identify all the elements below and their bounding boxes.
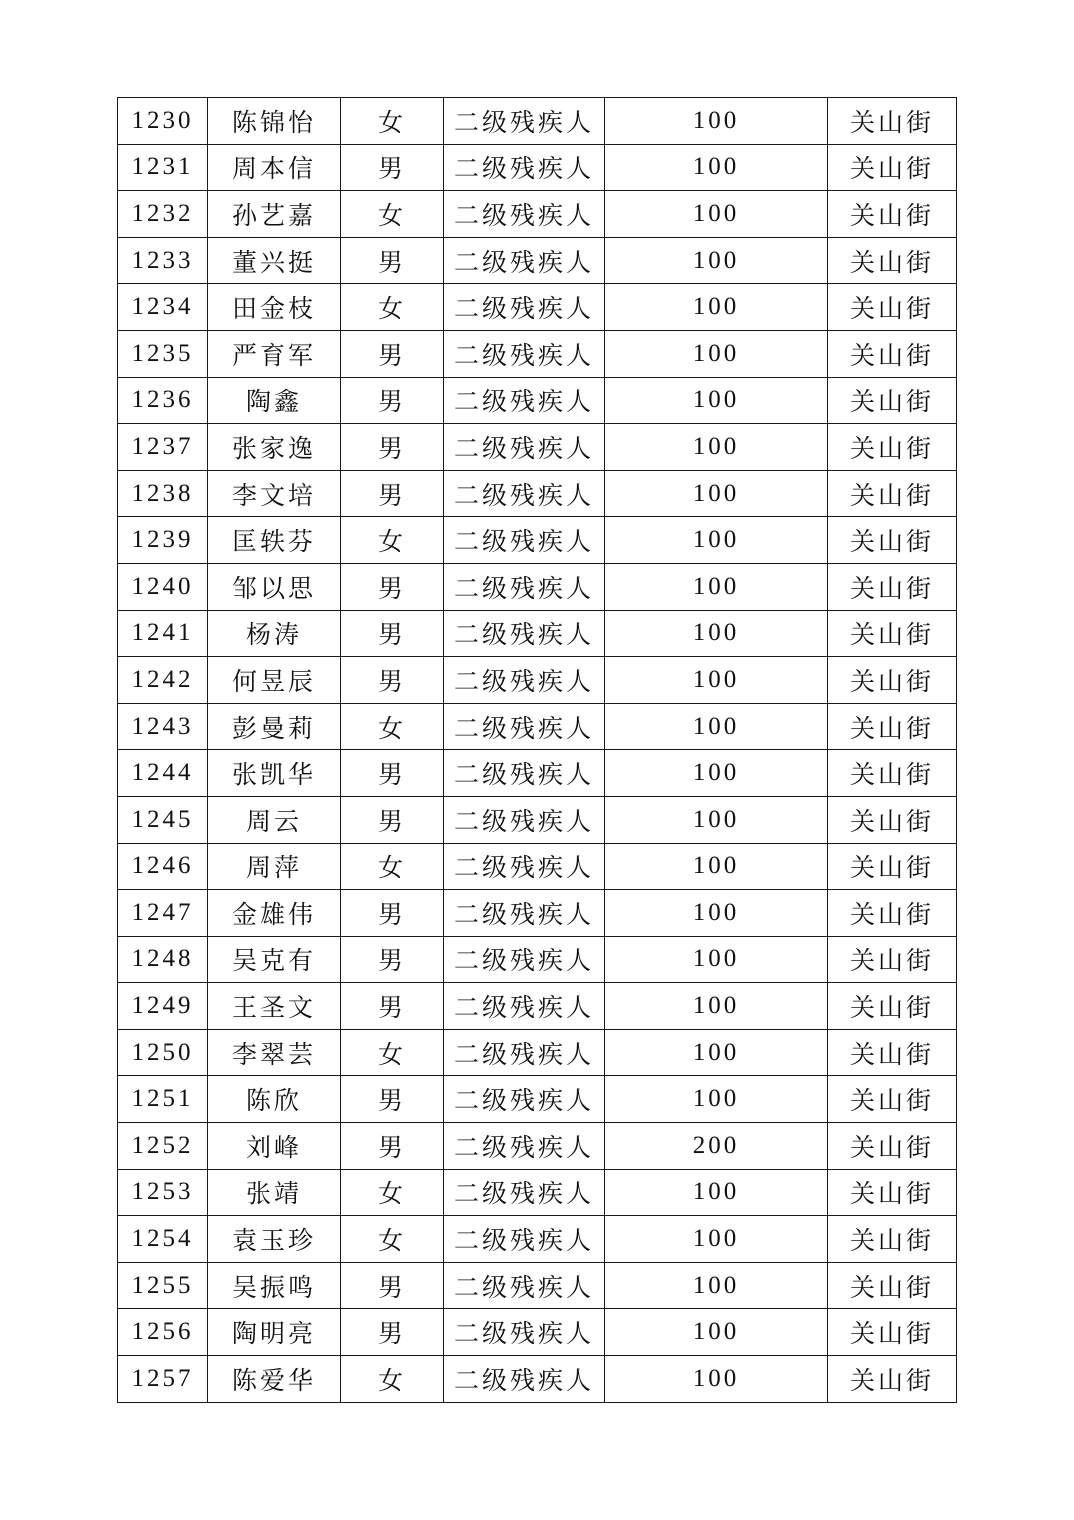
row-street-cell: 关山街 — [828, 98, 957, 145]
table-row — [118, 1169, 957, 1216]
row-name-cell: 董兴挺 — [208, 237, 341, 284]
row-id-cell: 1243 — [118, 703, 208, 750]
row-amount-cell: 100 — [605, 750, 828, 797]
row-id-cell: 1255 — [118, 1262, 208, 1309]
row-category-cell: 二级残疾人 — [444, 890, 605, 937]
row-category-cell: 二级残疾人 — [444, 610, 605, 657]
row-category-cell: 二级残疾人 — [444, 1262, 605, 1309]
row-amount-cell: 100 — [605, 470, 828, 517]
row-category-cell: 二级残疾人 — [444, 657, 605, 704]
table-row — [118, 517, 957, 564]
row-name-cell: 陈爱华 — [208, 1356, 341, 1403]
row-id-cell: 1236 — [118, 377, 208, 424]
row-id-cell: 1250 — [118, 1029, 208, 1076]
table-row — [118, 796, 957, 843]
row-category-cell: 二级残疾人 — [444, 1076, 605, 1123]
row-amount-cell: 100 — [605, 1076, 828, 1123]
row-id-cell: 1256 — [118, 1309, 208, 1356]
row-gender-cell: 男 — [341, 470, 444, 517]
row-id-cell: 1240 — [118, 563, 208, 610]
row-category-cell: 二级残疾人 — [444, 1216, 605, 1263]
row-name-cell: 李翠芸 — [208, 1029, 341, 1076]
row-gender-cell: 女 — [341, 1356, 444, 1403]
row-street-cell: 关山街 — [828, 890, 957, 937]
row-amount-cell: 100 — [605, 377, 828, 424]
row-category-cell: 二级残疾人 — [444, 703, 605, 750]
row-name-cell: 杨涛 — [208, 610, 341, 657]
row-category-cell: 二级残疾人 — [444, 1123, 605, 1170]
table-row — [118, 377, 957, 424]
table-row — [118, 843, 957, 890]
row-amount-cell: 100 — [605, 191, 828, 238]
row-amount-cell: 100 — [605, 703, 828, 750]
roster-table — [117, 97, 957, 1403]
row-gender-cell: 男 — [341, 1262, 444, 1309]
row-category-cell: 二级残疾人 — [444, 470, 605, 517]
row-name-cell: 刘峰 — [208, 1123, 341, 1170]
row-id-cell: 1238 — [118, 470, 208, 517]
row-category-cell: 二级残疾人 — [444, 796, 605, 843]
row-category-cell: 二级残疾人 — [444, 1356, 605, 1403]
table-row — [118, 750, 957, 797]
row-street-cell: 关山街 — [828, 1029, 957, 1076]
row-name-cell: 陈锦怡 — [208, 98, 341, 145]
row-gender-cell: 男 — [341, 1309, 444, 1356]
table-row — [118, 1076, 957, 1123]
row-gender-cell: 男 — [341, 424, 444, 471]
row-name-cell: 吴振鸣 — [208, 1262, 341, 1309]
row-street-cell: 关山街 — [828, 703, 957, 750]
row-amount-cell: 100 — [605, 1309, 828, 1356]
row-name-cell: 张凯华 — [208, 750, 341, 797]
row-street-cell: 关山街 — [828, 796, 957, 843]
row-category-cell: 二级残疾人 — [444, 424, 605, 471]
row-gender-cell: 男 — [341, 750, 444, 797]
row-street-cell: 关山街 — [828, 424, 957, 471]
row-amount-cell: 100 — [605, 610, 828, 657]
row-name-cell: 周云 — [208, 796, 341, 843]
row-category-cell: 二级残疾人 — [444, 98, 605, 145]
row-id-cell: 1232 — [118, 191, 208, 238]
row-gender-cell: 女 — [341, 191, 444, 238]
row-street-cell: 关山街 — [828, 330, 957, 377]
row-id-cell: 1234 — [118, 284, 208, 331]
row-gender-cell: 男 — [341, 983, 444, 1030]
row-gender-cell: 女 — [341, 1216, 444, 1263]
row-gender-cell: 男 — [341, 1123, 444, 1170]
row-street-cell: 关山街 — [828, 377, 957, 424]
row-amount-cell: 100 — [605, 983, 828, 1030]
row-gender-cell: 女 — [341, 703, 444, 750]
row-street-cell: 关山街 — [828, 610, 957, 657]
row-id-cell: 1244 — [118, 750, 208, 797]
row-amount-cell: 100 — [605, 843, 828, 890]
row-street-cell: 关山街 — [828, 1356, 957, 1403]
row-street-cell: 关山街 — [828, 1123, 957, 1170]
row-name-cell: 金雄伟 — [208, 890, 341, 937]
table-row — [118, 563, 957, 610]
row-name-cell: 陶明亮 — [208, 1309, 341, 1356]
table-row — [118, 890, 957, 937]
row-gender-cell: 女 — [341, 284, 444, 331]
row-gender-cell: 男 — [341, 1076, 444, 1123]
row-name-cell: 彭曼莉 — [208, 703, 341, 750]
row-id-cell: 1248 — [118, 936, 208, 983]
row-name-cell: 陈欣 — [208, 1076, 341, 1123]
row-id-cell: 1254 — [118, 1216, 208, 1263]
row-street-cell: 关山街 — [828, 470, 957, 517]
row-category-cell: 二级残疾人 — [444, 936, 605, 983]
row-street-cell: 关山街 — [828, 750, 957, 797]
row-name-cell: 田金枝 — [208, 284, 341, 331]
row-amount-cell: 100 — [605, 1169, 828, 1216]
row-name-cell: 吴克有 — [208, 936, 341, 983]
row-id-cell: 1257 — [118, 1356, 208, 1403]
row-category-cell: 二级残疾人 — [444, 191, 605, 238]
row-id-cell: 1233 — [118, 237, 208, 284]
row-name-cell: 王圣文 — [208, 983, 341, 1030]
row-id-cell: 1230 — [118, 98, 208, 145]
row-gender-cell: 女 — [341, 843, 444, 890]
row-gender-cell: 男 — [341, 237, 444, 284]
table-row — [118, 330, 957, 377]
table-row — [118, 98, 957, 145]
table-row — [118, 1262, 957, 1309]
table-row — [118, 144, 957, 191]
row-street-cell: 关山街 — [828, 1169, 957, 1216]
row-gender-cell: 男 — [341, 377, 444, 424]
row-gender-cell: 女 — [341, 1169, 444, 1216]
row-street-cell: 关山街 — [828, 284, 957, 331]
row-id-cell: 1235 — [118, 330, 208, 377]
row-amount-cell: 100 — [605, 517, 828, 564]
row-amount-cell: 200 — [605, 1123, 828, 1170]
row-street-cell: 关山街 — [828, 1076, 957, 1123]
row-street-cell: 关山街 — [828, 144, 957, 191]
row-category-cell: 二级残疾人 — [444, 843, 605, 890]
row-id-cell: 1249 — [118, 983, 208, 1030]
table-row — [118, 424, 957, 471]
row-gender-cell: 女 — [341, 1029, 444, 1076]
row-street-cell: 关山街 — [828, 1262, 957, 1309]
row-category-cell: 二级残疾人 — [444, 377, 605, 424]
table-row — [118, 237, 957, 284]
row-category-cell: 二级残疾人 — [444, 563, 605, 610]
subsidy-roster-sheet — [117, 97, 956, 1403]
row-amount-cell: 100 — [605, 424, 828, 471]
table-row — [118, 703, 957, 750]
table-row — [118, 1356, 957, 1403]
row-name-cell: 袁玉珍 — [208, 1216, 341, 1263]
row-name-cell: 严育军 — [208, 330, 341, 377]
row-category-cell: 二级残疾人 — [444, 517, 605, 564]
row-id-cell: 1239 — [118, 517, 208, 564]
row-gender-cell: 男 — [341, 563, 444, 610]
row-street-cell: 关山街 — [828, 657, 957, 704]
row-category-cell: 二级残疾人 — [444, 237, 605, 284]
row-street-cell: 关山街 — [828, 1309, 957, 1356]
row-amount-cell: 100 — [605, 1262, 828, 1309]
row-name-cell: 张靖 — [208, 1169, 341, 1216]
row-street-cell: 关山街 — [828, 843, 957, 890]
row-gender-cell: 男 — [341, 144, 444, 191]
table-row — [118, 657, 957, 704]
row-id-cell: 1251 — [118, 1076, 208, 1123]
row-id-cell: 1231 — [118, 144, 208, 191]
row-street-cell: 关山街 — [828, 237, 957, 284]
row-id-cell: 1241 — [118, 610, 208, 657]
row-street-cell: 关山街 — [828, 1216, 957, 1263]
row-name-cell: 邹以思 — [208, 563, 341, 610]
table-row — [118, 1029, 957, 1076]
row-gender-cell: 男 — [341, 610, 444, 657]
row-category-cell: 二级残疾人 — [444, 750, 605, 797]
row-amount-cell: 100 — [605, 237, 828, 284]
row-gender-cell: 女 — [341, 517, 444, 564]
row-name-cell: 何昱辰 — [208, 657, 341, 704]
row-street-cell: 关山街 — [828, 517, 957, 564]
row-amount-cell: 100 — [605, 796, 828, 843]
row-street-cell: 关山街 — [828, 191, 957, 238]
table-row — [118, 284, 957, 331]
row-name-cell: 李文培 — [208, 470, 341, 517]
row-name-cell: 周本信 — [208, 144, 341, 191]
row-street-cell: 关山街 — [828, 563, 957, 610]
row-amount-cell: 100 — [605, 98, 828, 145]
row-id-cell: 1247 — [118, 890, 208, 937]
row-gender-cell: 男 — [341, 657, 444, 704]
row-amount-cell: 100 — [605, 1216, 828, 1263]
row-amount-cell: 100 — [605, 144, 828, 191]
row-category-cell: 二级残疾人 — [444, 983, 605, 1030]
row-gender-cell: 男 — [341, 936, 444, 983]
row-category-cell: 二级残疾人 — [444, 1169, 605, 1216]
row-name-cell: 孙艺嘉 — [208, 191, 341, 238]
row-amount-cell: 100 — [605, 657, 828, 704]
row-amount-cell: 100 — [605, 1029, 828, 1076]
row-amount-cell: 100 — [605, 563, 828, 610]
row-gender-cell: 男 — [341, 890, 444, 937]
row-gender-cell: 女 — [341, 98, 444, 145]
row-street-cell: 关山街 — [828, 983, 957, 1030]
row-category-cell: 二级残疾人 — [444, 1029, 605, 1076]
row-id-cell: 1245 — [118, 796, 208, 843]
row-amount-cell: 100 — [605, 1356, 828, 1403]
row-amount-cell: 100 — [605, 936, 828, 983]
table-row — [118, 1123, 957, 1170]
row-id-cell: 1252 — [118, 1123, 208, 1170]
row-amount-cell: 100 — [605, 330, 828, 377]
row-name-cell: 张家逸 — [208, 424, 341, 471]
table-row — [118, 610, 957, 657]
row-category-cell: 二级残疾人 — [444, 284, 605, 331]
row-amount-cell: 100 — [605, 890, 828, 937]
table-row — [118, 1216, 957, 1263]
row-id-cell: 1253 — [118, 1169, 208, 1216]
roster-table-body — [118, 98, 957, 1403]
row-name-cell: 匡轶芬 — [208, 517, 341, 564]
row-name-cell: 陶鑫 — [208, 377, 341, 424]
table-row — [118, 470, 957, 517]
table-row — [118, 983, 957, 1030]
row-category-cell: 二级残疾人 — [444, 1309, 605, 1356]
table-row — [118, 936, 957, 983]
row-id-cell: 1242 — [118, 657, 208, 704]
table-row — [118, 1309, 957, 1356]
table-row — [118, 191, 957, 238]
row-street-cell: 关山街 — [828, 936, 957, 983]
row-gender-cell: 男 — [341, 796, 444, 843]
row-id-cell: 1246 — [118, 843, 208, 890]
row-category-cell: 二级残疾人 — [444, 144, 605, 191]
row-name-cell: 周萍 — [208, 843, 341, 890]
row-amount-cell: 100 — [605, 284, 828, 331]
row-gender-cell: 男 — [341, 330, 444, 377]
row-category-cell: 二级残疾人 — [444, 330, 605, 377]
row-id-cell: 1237 — [118, 424, 208, 471]
